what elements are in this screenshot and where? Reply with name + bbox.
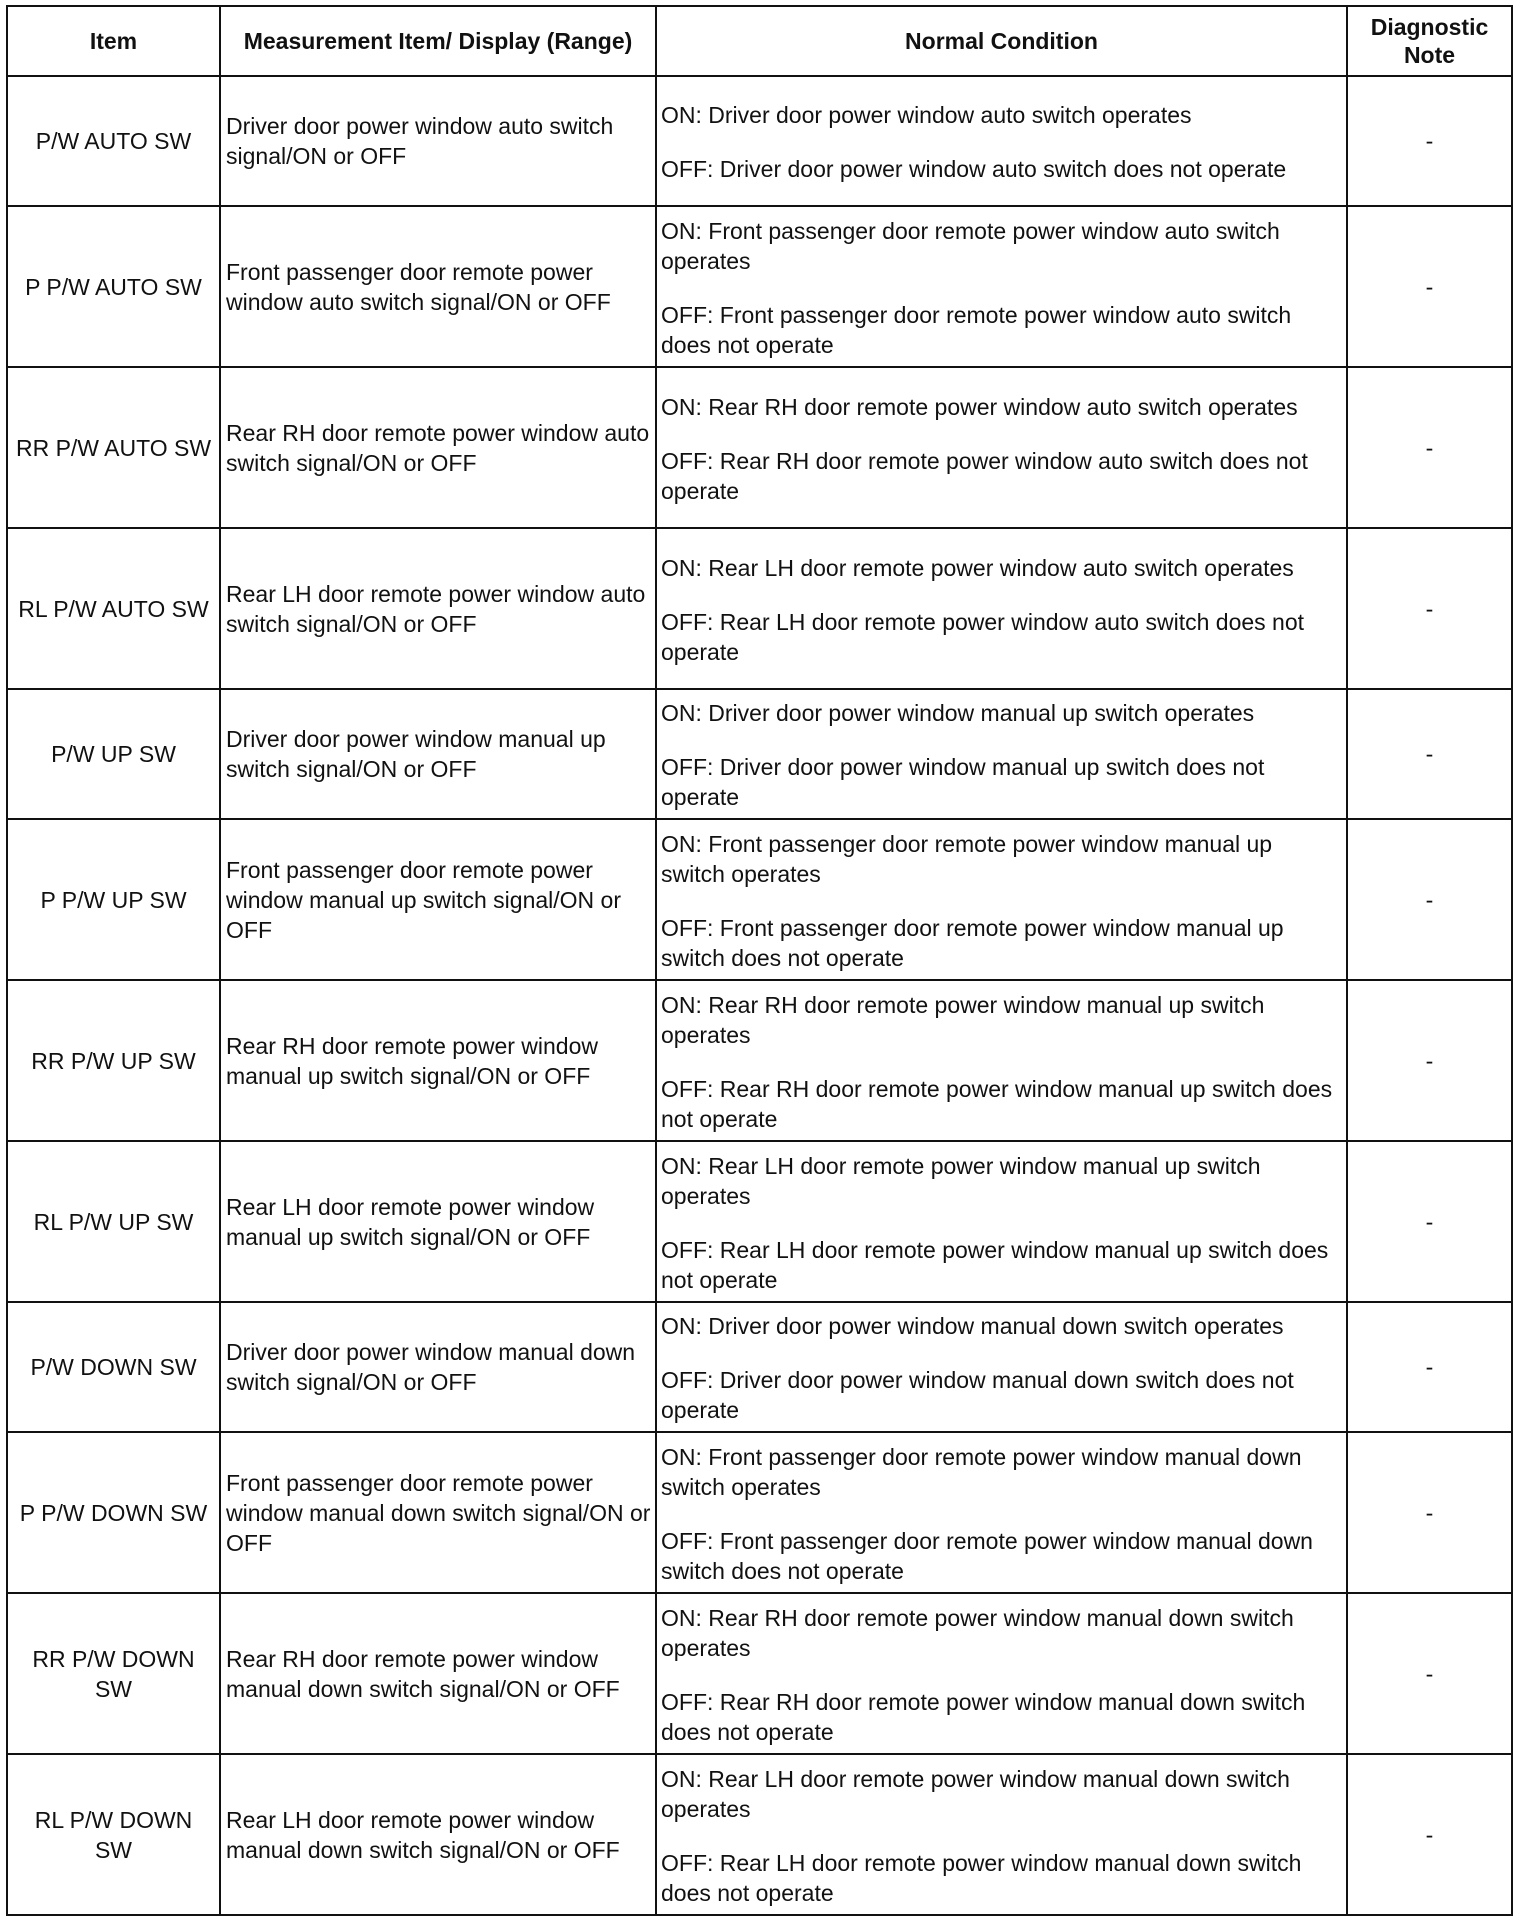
item-cell: RR P/W UP SW — [7, 980, 220, 1141]
off-condition: OFF: Rear RH door remote power window manual up switch does not operate — [661, 1075, 1333, 1132]
measurement-cell: Driver door power window manual up switch signal/ON or OFF — [220, 689, 656, 819]
condition-cell — [656, 76, 1347, 206]
header-diagnostic-note: Diagnostic Note — [1347, 6, 1512, 76]
on-condition: ON: Rear LH door remote power window manual down switch operates — [661, 1765, 1290, 1822]
note-cell: - — [1347, 689, 1512, 819]
on-condition: ON: Rear LH door remote power window auto switch operates — [661, 554, 1294, 581]
measurement-cell: Front passenger door remote power window manual down switch signal/ON or OFF — [220, 1432, 656, 1593]
item-cell: P/W DOWN SW — [7, 1302, 220, 1432]
measurement-cell: Rear RH door remote power window manual up switch signal/ON or OFF — [220, 980, 656, 1141]
condition-cell — [656, 528, 1347, 689]
off-condition: OFF: Front passenger door remote power window manual up switch does not operate — [661, 914, 1284, 971]
condition-cell — [656, 1593, 1347, 1754]
header-row — [7, 6, 1512, 76]
table-row — [7, 1141, 1512, 1302]
item-cell: RL P/W UP SW — [7, 1141, 220, 1302]
off-condition: OFF: Front passenger door remote power window auto switch does not operate — [661, 301, 1292, 358]
measurement-cell: Rear LH door remote power window manual up switch signal/ON or OFF — [220, 1141, 656, 1302]
on-condition: ON: Rear LH door remote power window manual up switch operates — [661, 1152, 1261, 1209]
header-measurement: Measurement Item/ Display (Range) — [220, 6, 656, 76]
on-condition: ON: Front passenger door remote power window manual up switch operates — [661, 830, 1273, 887]
item-cell: P P/W AUTO SW — [7, 206, 220, 367]
off-condition: OFF: Front passenger door remote power window manual down switch does not operate — [661, 1527, 1313, 1584]
condition-cell — [656, 1754, 1347, 1915]
condition-cell — [656, 1141, 1347, 1302]
measurement-cell: Rear RH door remote power window manual down switch signal/ON or OFF — [220, 1593, 656, 1754]
note-cell: - — [1347, 76, 1512, 206]
off-condition: OFF: Driver door power window auto switch does not operate — [661, 156, 1287, 182]
item-cell: RL P/W DOWN SW — [7, 1754, 220, 1915]
note-cell: - — [1347, 1593, 1512, 1754]
condition-cell — [656, 980, 1347, 1141]
item-cell: P P/W UP SW — [7, 819, 220, 980]
table-row — [7, 980, 1512, 1141]
on-condition: ON: Front passenger door remote power window auto switch operates — [661, 217, 1280, 274]
note-cell: - — [1347, 1141, 1512, 1302]
off-condition: OFF: Rear LH door remote power window manual down switch does not operate — [661, 1849, 1302, 1906]
condition-cell — [656, 206, 1347, 367]
on-condition: ON: Driver door power window manual down switch operates — [661, 1313, 1284, 1339]
item-cell: RR P/W AUTO SW — [7, 367, 220, 528]
table-row — [7, 1593, 1512, 1754]
condition-cell — [656, 1302, 1347, 1432]
table-row — [7, 1302, 1512, 1432]
table-row — [7, 206, 1512, 367]
item-cell: P/W UP SW — [7, 689, 220, 819]
off-condition: OFF: Rear LH door remote power window manual up switch does not operate — [661, 1236, 1329, 1293]
measurement-cell: Front passenger door remote power window auto switch signal/ON or OFF — [220, 206, 656, 367]
note-cell: - — [1347, 206, 1512, 367]
on-condition: ON: Front passenger door remote power window manual down switch operates — [661, 1443, 1302, 1500]
off-condition: OFF: Driver door power window manual down switch does not operate — [661, 1367, 1294, 1423]
on-condition: ON: Rear RH door remote power window auto switch operates — [661, 393, 1298, 420]
table-row — [7, 76, 1512, 206]
table-row — [7, 689, 1512, 819]
measurement-cell: Driver door power window manual down switch signal/ON or OFF — [220, 1302, 656, 1432]
condition-cell — [656, 1432, 1347, 1593]
note-cell: - — [1347, 367, 1512, 528]
note-cell: - — [1347, 1754, 1512, 1915]
table-row — [7, 1432, 1512, 1593]
on-condition: ON: Driver door power window manual up switch operates — [661, 700, 1255, 726]
note-cell: - — [1347, 980, 1512, 1141]
measurement-cell: Driver door power window auto switch signal/ON or OFF — [220, 76, 656, 206]
condition-cell — [656, 367, 1347, 528]
condition-cell — [656, 689, 1347, 819]
item-cell: P P/W DOWN SW — [7, 1432, 220, 1593]
table-row — [7, 367, 1512, 528]
on-condition: ON: Driver door power window auto switch operates — [661, 102, 1192, 128]
off-condition: OFF: Rear RH door remote power window auto switch does not operate — [661, 447, 1308, 504]
note-cell: - — [1347, 528, 1512, 689]
item-cell: RL P/W AUTO SW — [7, 528, 220, 689]
header-item: Item — [7, 6, 220, 76]
table-container — [6, 5, 1511, 1916]
note-cell: - — [1347, 1432, 1512, 1593]
condition-cell — [656, 819, 1347, 980]
diagnostic-table — [6, 5, 1513, 1916]
table-row — [7, 528, 1512, 689]
measurement-cell: Front passenger door remote power window manual up switch signal/ON or OFF — [220, 819, 656, 980]
off-condition: OFF: Rear LH door remote power window auto switch does not operate — [661, 608, 1305, 665]
header-normal-condition: Normal Condition — [656, 6, 1347, 76]
off-condition: OFF: Rear RH door remote power window manual down switch does not operate — [661, 1688, 1306, 1745]
off-condition: OFF: Driver door power window manual up switch does not operate — [661, 754, 1265, 810]
table-row — [7, 819, 1512, 980]
item-cell: RR P/W DOWN SW — [7, 1593, 220, 1754]
table-row — [7, 1754, 1512, 1915]
note-cell: - — [1347, 1302, 1512, 1432]
on-condition: ON: Rear RH door remote power window manual up switch operates — [661, 991, 1265, 1048]
measurement-cell: Rear LH door remote power window auto switch signal/ON or OFF — [220, 528, 656, 689]
note-cell: - — [1347, 819, 1512, 980]
measurement-cell: Rear LH door remote power window manual down switch signal/ON or OFF — [220, 1754, 656, 1915]
item-cell: P/W AUTO SW — [7, 76, 220, 206]
measurement-cell: Rear RH door remote power window auto switch signal/ON or OFF — [220, 367, 656, 528]
on-condition: ON: Rear RH door remote power window manual down switch operates — [661, 1604, 1294, 1661]
